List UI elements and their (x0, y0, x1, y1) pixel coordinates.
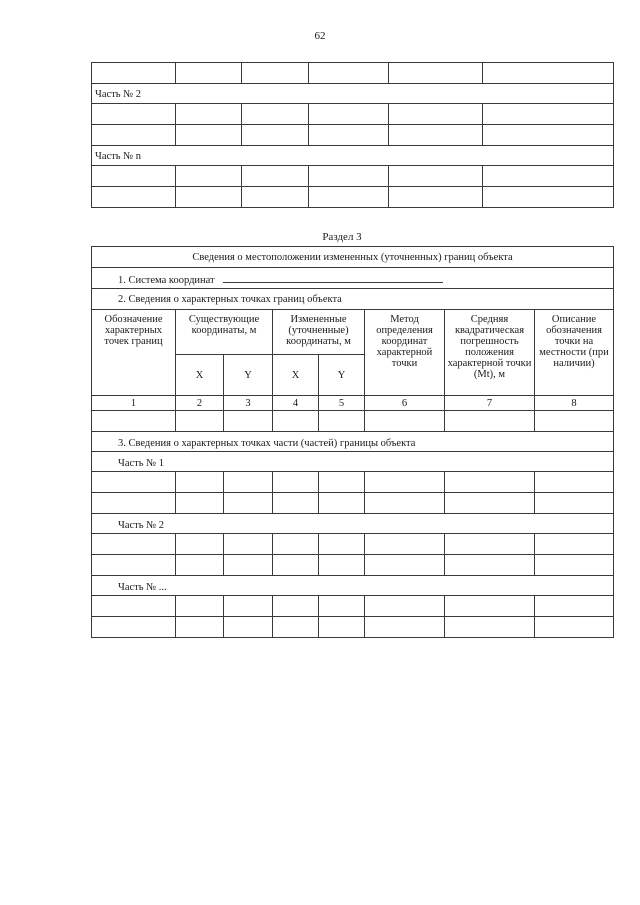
header-y-existing: Y (224, 355, 273, 396)
part-1-row (92, 452, 614, 472)
column-number: 6 (365, 396, 445, 411)
table-row (92, 555, 614, 576)
header-point-designation: Обозначение характерных точек границ (92, 310, 176, 396)
table-row (92, 596, 614, 617)
table-row (92, 166, 614, 187)
boundary-points-table (91, 246, 614, 638)
header-existing-coords: Существующие координаты, м (176, 310, 273, 355)
table-row (92, 125, 614, 146)
header-method: Метод определения координат характерной точки (365, 310, 445, 396)
header-changed-coords: Измененные (уточненные) координаты, м (273, 310, 365, 355)
part-n-label: Часть № ... (92, 576, 614, 596)
column-number: 8 (535, 396, 614, 411)
part-2-row (92, 514, 614, 534)
coord-system-line (92, 268, 614, 289)
parts-heading-row (92, 432, 614, 452)
table-row (92, 104, 614, 125)
column-number: 3 (224, 396, 273, 411)
header-x-existing: X (176, 355, 224, 396)
part-n-row (92, 146, 614, 166)
page-number: 62 (314, 30, 326, 42)
column-number: 7 (445, 396, 535, 411)
part-2-label: Часть № 2 (92, 84, 614, 104)
section-title: Сведения о местоположении измененных (уточненных) границ объекта (92, 247, 614, 268)
column-number: 2 (176, 396, 224, 411)
part-1-label: Часть № 1 (92, 452, 614, 472)
part-n-label: Часть № n (92, 146, 614, 166)
coord-system-label: 1. Система координат (118, 275, 215, 286)
part-n-row (92, 576, 614, 596)
table-row (92, 411, 614, 432)
header-error: Средняя квадратическая погрешность положения характерной точки (Mt), м (445, 310, 535, 396)
part-2-row (92, 84, 614, 104)
part-2-label: Часть № 2 (92, 514, 614, 534)
parts-heading: 3. Сведения о характерных точках части (частей) границы объекта (92, 432, 614, 452)
header-row (92, 310, 614, 355)
header-y-changed: Y (319, 355, 365, 396)
column-number: 4 (273, 396, 319, 411)
header-x-changed: X (273, 355, 319, 396)
table-row (92, 493, 614, 514)
table-row (92, 187, 614, 208)
points-heading: 2. Сведения о характерных точках границ объекта (92, 289, 614, 310)
continued-parts-table (91, 62, 614, 208)
coord-system-row (92, 268, 614, 289)
section-label: Раздел 3 (322, 231, 362, 243)
column-number: 5 (319, 396, 365, 411)
header-description: Описание обозначения точки на местности (при наличии) (535, 310, 614, 396)
column-numbers-row (92, 396, 614, 411)
column-number: 1 (92, 396, 176, 411)
table-row (92, 617, 614, 638)
points-heading-row (92, 289, 614, 310)
title-row (92, 247, 614, 268)
coord-system-blank (223, 273, 443, 283)
table-row (92, 63, 614, 84)
table-row (92, 534, 614, 555)
table-row (92, 472, 614, 493)
